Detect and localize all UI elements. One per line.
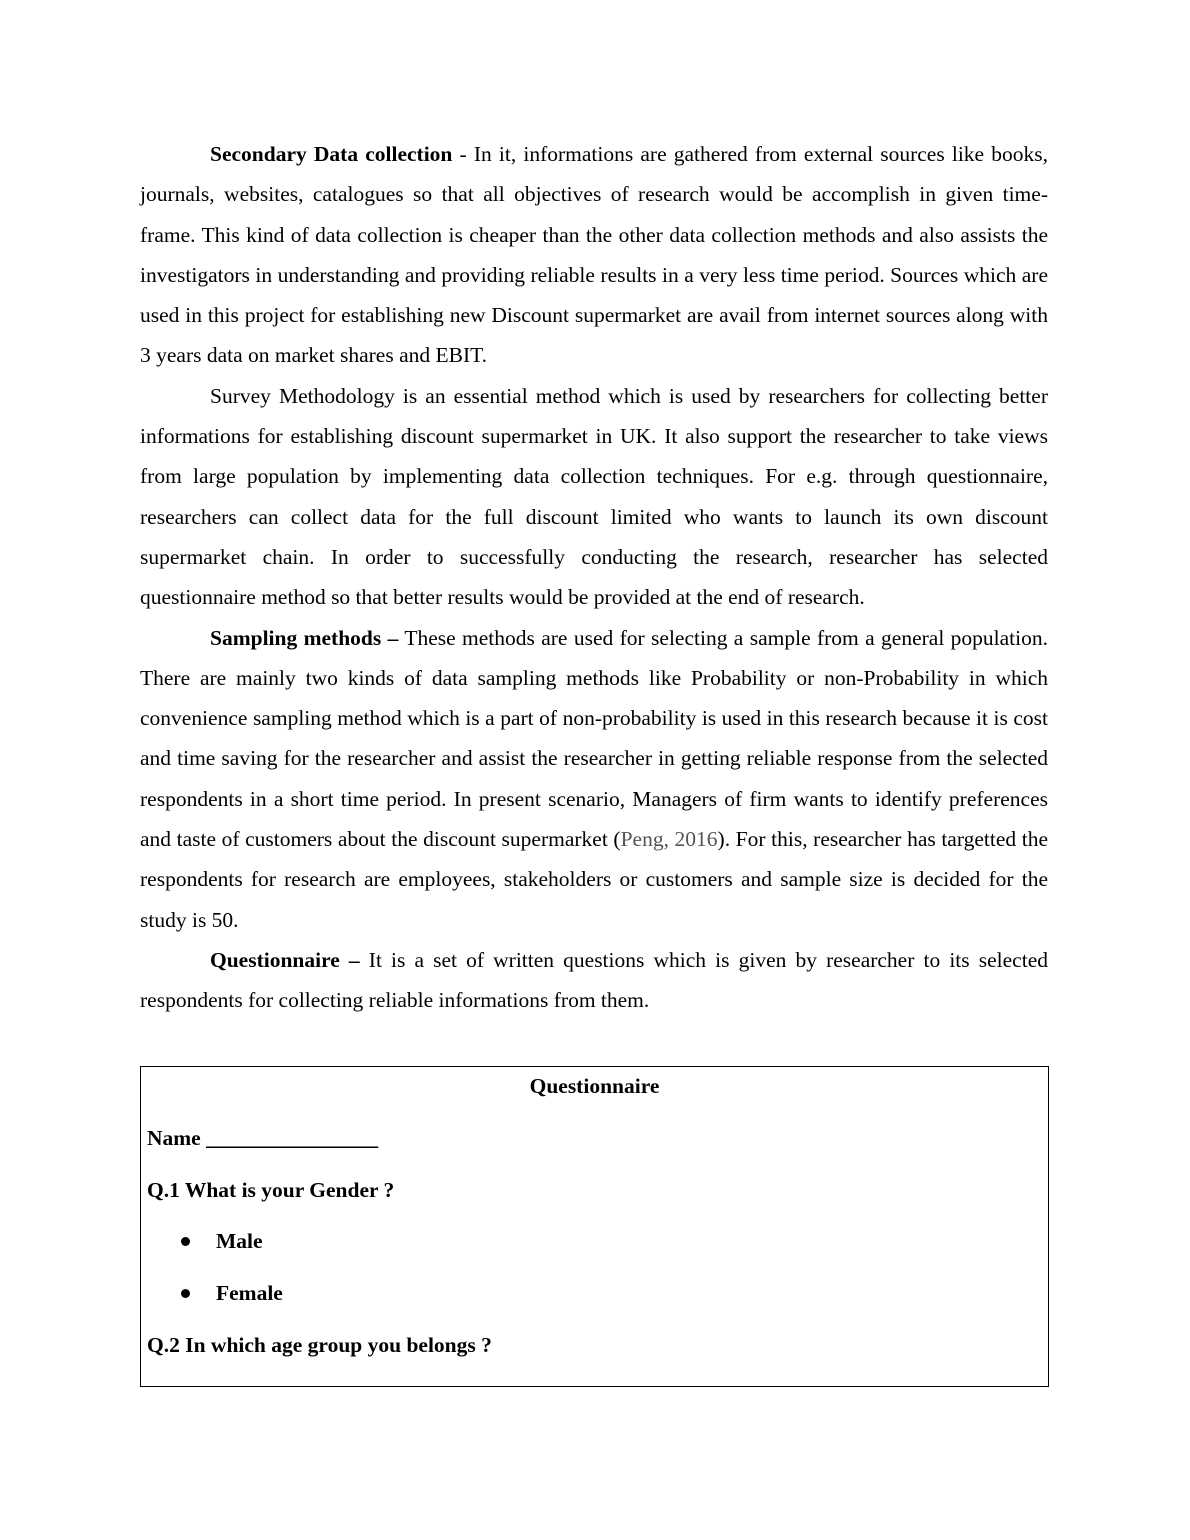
heading-sampling-methods: Sampling methods – xyxy=(210,625,399,650)
paragraph-secondary-data xyxy=(140,134,1048,376)
paragraph-survey-methodology xyxy=(140,376,1048,618)
paragraph-sampling-methods xyxy=(140,618,1048,940)
question-2: Q.2 In which age group you belongs ? xyxy=(147,1333,492,1357)
text-sampling-methods: These methods are used for selecting a sample from a general population. There are mainly two kinds of data sampling methods like Probability or non-Probability in which convenience sampling method which is a part of non-probability is used in this research because it is cost and time saving for the researcher and assist the researcher in getting reliable response from the selected respondents in a short time period. In present scenario, Managers of firm wants to identify preferences and taste of customers about the discount supermarket ( xyxy=(140,625,1048,852)
option-male xyxy=(181,1226,263,1256)
text-survey-methodology: Survey Methodology is an essential method which is used by researchers for collecting better informations for establishing discount supermarket in UK. It also support the researcher to take views from large population by implementing data collection techniques. For e.g. through questionnaire, researchers can collect data for the full discount limited who wants to launch its own discount supermarket chain. In order to successfully conducting the research, researcher has selected questionnaire method so that better results would be provided at the end of research. xyxy=(140,383,1048,610)
heading-questionnaire: Questionnaire – xyxy=(210,947,360,972)
question-1: Q.1 What is your Gender ? xyxy=(147,1178,395,1202)
document-body xyxy=(140,134,1048,1021)
text-secondary-data: - In it, informations are gathered from external sources like books, journals, websites, catalogues so that all objectives of research would be accomplish in given time- frame. This kind of data collection is cheaper than the other data collection methods and also assists the investigators in understanding and providing reliable results in a very less time period. Sources which are used in this project for establishing new Discount supermarket are avail from internet sources along with 3 years data on market shares and EBIT. xyxy=(140,142,1048,368)
text-questionnaire: It is a set of written questions which is given by researcher to its selected respondents for collecting reliable informations from them. xyxy=(140,947,1048,1013)
bullet-icon xyxy=(181,1289,190,1298)
name-field-line: Name ________________ xyxy=(147,1126,379,1150)
option-male-label: Male xyxy=(216,1229,263,1253)
option-female-label: Female xyxy=(216,1281,283,1305)
questionnaire-box xyxy=(140,1066,1049,1387)
citation-peng-2016[interactable]: Peng, 2016 xyxy=(620,827,718,852)
option-female xyxy=(181,1278,283,1308)
text-sampling-methods-end: ). For this, researcher has targetted the respondents for research are employees, stakeholders or customers and sample size is decided for the study is 50. xyxy=(140,827,1048,932)
heading-secondary-data: Secondary Data collection xyxy=(210,142,453,166)
paragraph-questionnaire xyxy=(140,940,1048,1021)
bullet-icon xyxy=(181,1237,190,1246)
questionnaire-title: Questionnaire xyxy=(529,1074,660,1098)
